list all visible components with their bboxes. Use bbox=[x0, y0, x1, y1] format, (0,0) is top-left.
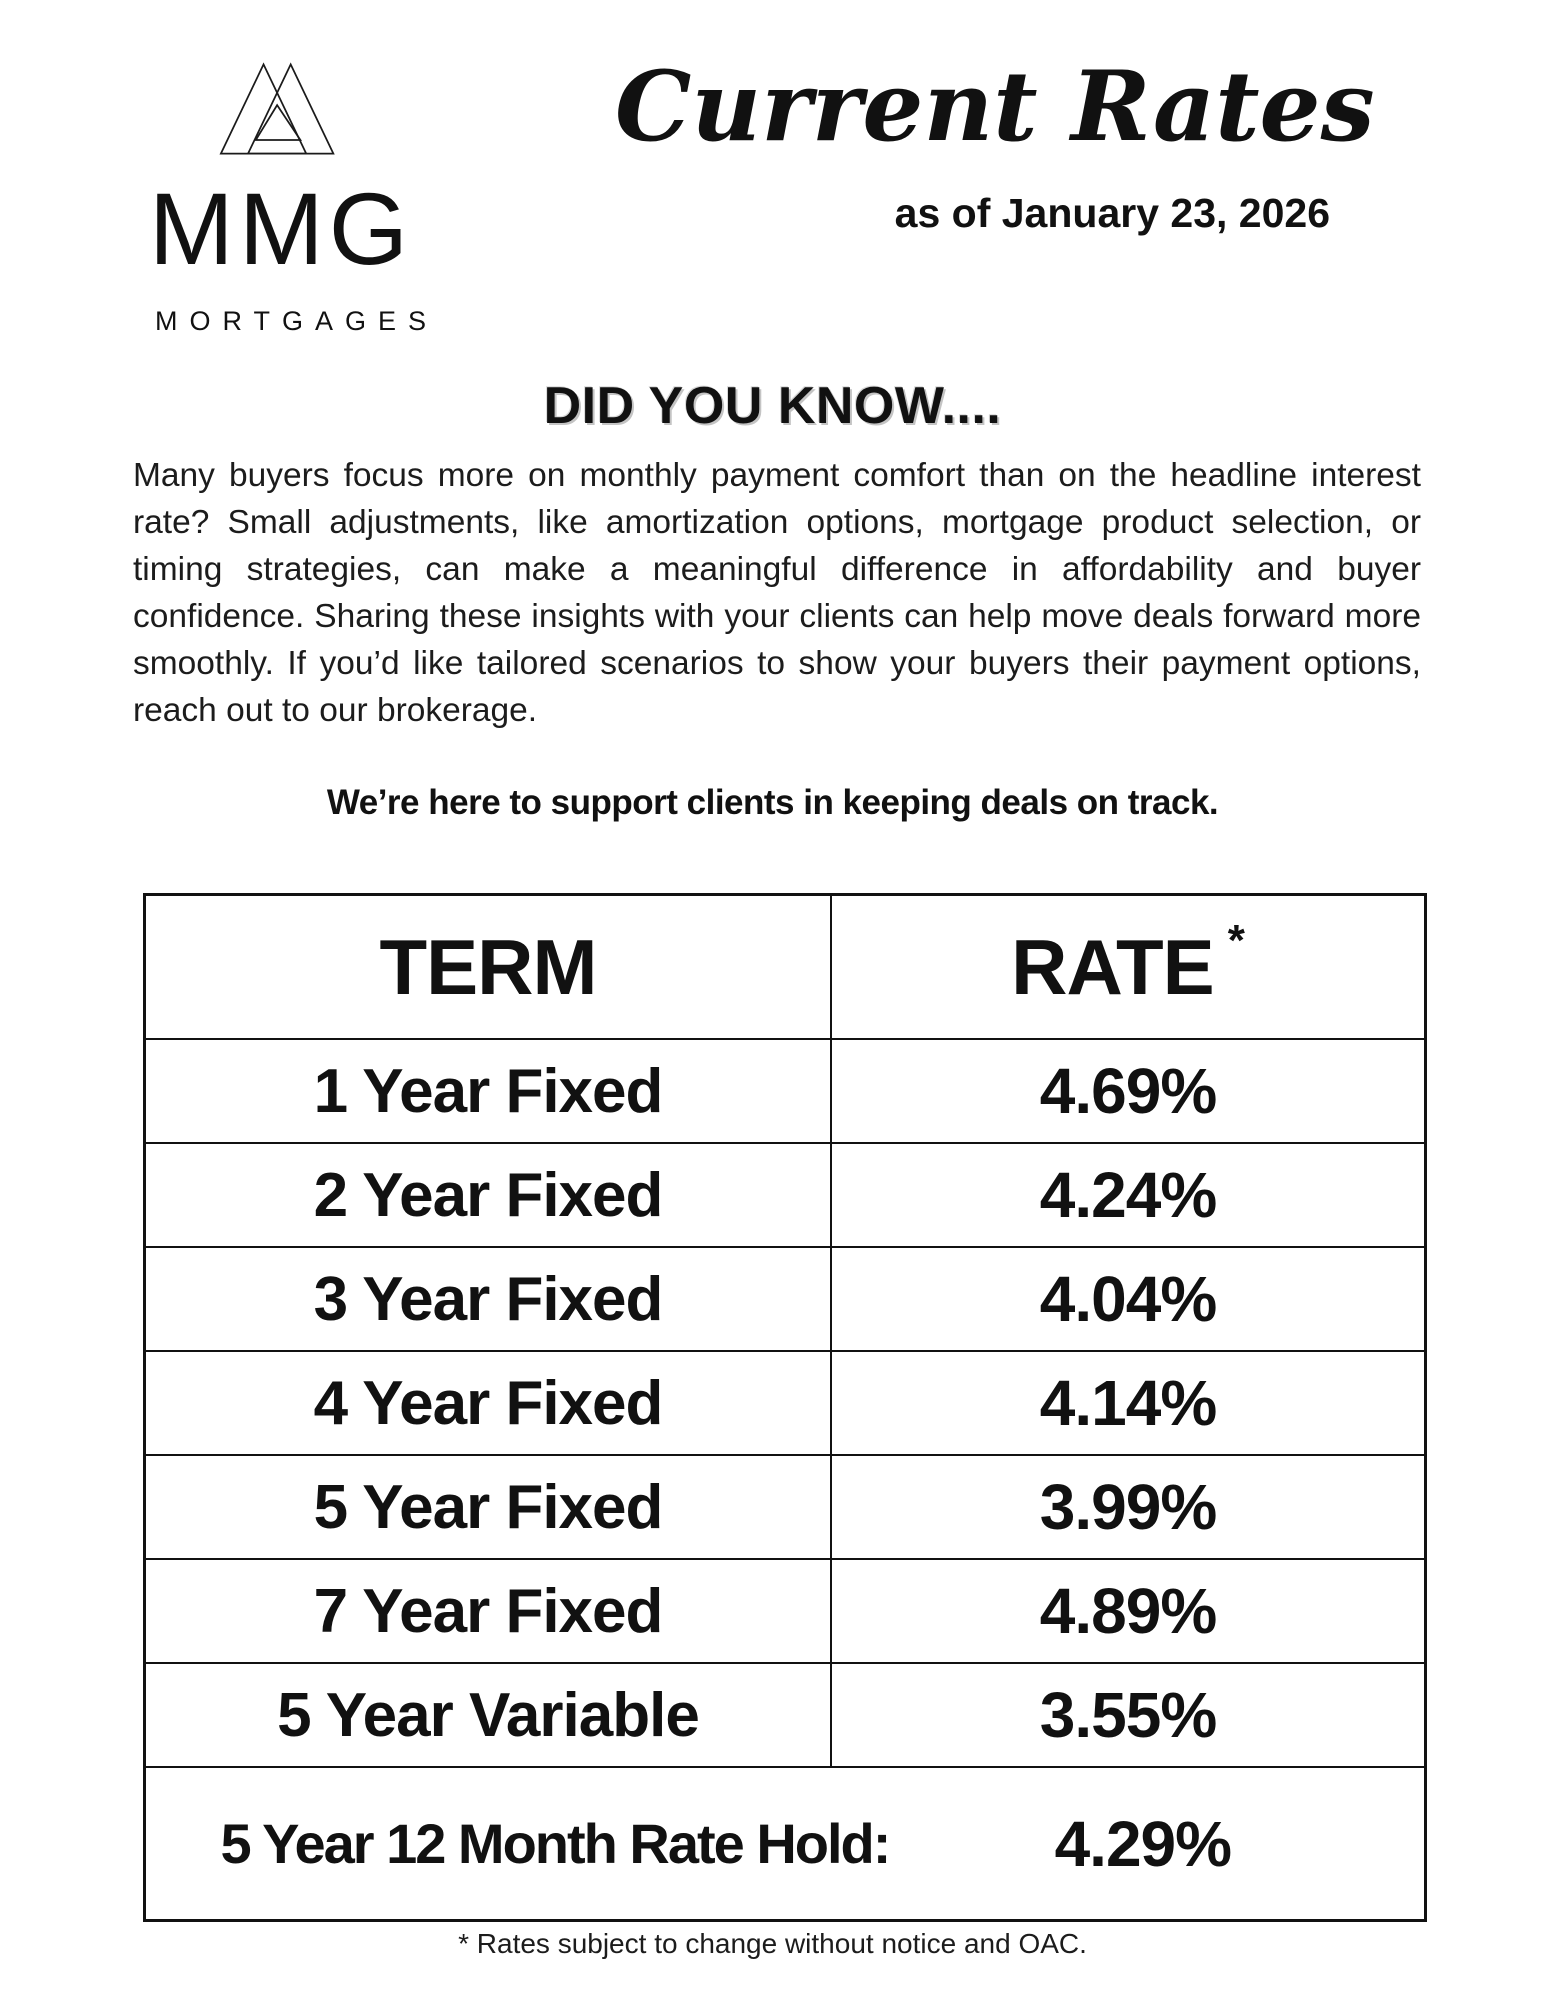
rate-value: 4.04% bbox=[1039, 1263, 1217, 1335]
support-line: We’re here to support clients in keeping deals on track. bbox=[326, 783, 1219, 822]
term-label: 4 Year Fixed bbox=[313, 1368, 663, 1438]
table-row bbox=[146, 1040, 1424, 1144]
term-cell bbox=[146, 1560, 832, 1662]
term-header-label: TERM bbox=[379, 922, 597, 1011]
rate-cell bbox=[832, 1144, 1424, 1246]
rate-header-cell bbox=[832, 896, 1424, 1038]
rate-cell bbox=[832, 1664, 1424, 1766]
table-row bbox=[146, 1456, 1424, 1560]
rates-table bbox=[143, 893, 1427, 1922]
term-label: 5 Year Fixed bbox=[313, 1472, 663, 1542]
table-row bbox=[146, 1248, 1424, 1352]
term-cell bbox=[146, 1456, 832, 1558]
table-row bbox=[146, 1144, 1424, 1248]
rate-asterisk: * bbox=[1227, 916, 1245, 965]
rate-value: 4.14% bbox=[1039, 1367, 1217, 1439]
rate-cell bbox=[832, 1560, 1424, 1662]
term-label: 7 Year Fixed bbox=[313, 1576, 663, 1646]
rate-value: 3.55% bbox=[1039, 1679, 1217, 1751]
table-row bbox=[146, 1352, 1424, 1456]
rate-value: 4.69% bbox=[1039, 1055, 1217, 1127]
rate-cell bbox=[832, 1352, 1424, 1454]
footnote: * Rates subject to change without notice and OAC. bbox=[458, 1928, 1087, 1959]
term-cell bbox=[146, 1248, 832, 1350]
term-cell bbox=[146, 1144, 832, 1246]
mmg-triangles-logo-icon bbox=[217, 60, 345, 158]
rate-cell bbox=[832, 1456, 1424, 1558]
term-label: 3 Year Fixed bbox=[313, 1264, 663, 1334]
term-label: 2 Year Fixed bbox=[313, 1160, 663, 1230]
intro-paragraph: Many buyers focus more on monthly payment comfort than on the headline interest rate? Small adjustments, like amortization options, mortgage product selection, or timing strategies, can make a meaningful difference in affordability and buyer confidence. Sharing these insights with your clients can help move deals forward more smoothly. If you’d like tailored scenarios to show your buyers their payment options, reach out to our brokerage. bbox=[133, 457, 1421, 729]
brand-name: MMG bbox=[148, 172, 414, 286]
rate-hold-label: 5 Year 12 Month Rate Hold: bbox=[220, 1812, 890, 1875]
table-row bbox=[146, 1560, 1424, 1664]
rate-header-label: RATE bbox=[1011, 922, 1214, 1011]
as-of-date: as of January 23, 2026 bbox=[894, 190, 1330, 236]
rate-cell bbox=[832, 1040, 1424, 1142]
rate-hold-row bbox=[146, 1768, 1424, 1919]
rate-value: 3.99% bbox=[1039, 1471, 1217, 1543]
term-cell bbox=[146, 1664, 832, 1766]
rate-value: 4.24% bbox=[1039, 1159, 1217, 1231]
term-cell bbox=[146, 1040, 832, 1142]
page-title: Current Rates bbox=[615, 50, 1375, 163]
did-you-know-heading: DID YOU KNOW.... bbox=[543, 377, 1002, 435]
table-row bbox=[146, 1664, 1424, 1768]
term-header-cell bbox=[146, 896, 832, 1038]
rate-hold-value: 4.29% bbox=[1054, 1807, 1232, 1880]
term-label: 1 Year Fixed bbox=[313, 1056, 663, 1126]
rate-cell bbox=[832, 1248, 1424, 1350]
term-label: 5 Year Variable bbox=[277, 1680, 699, 1750]
term-cell bbox=[146, 1352, 832, 1454]
table-header-row bbox=[146, 896, 1424, 1040]
brand-block bbox=[145, 60, 439, 337]
rate-value: 4.89% bbox=[1039, 1575, 1217, 1647]
brand-subtitle: MORTGAGES bbox=[155, 306, 439, 336]
